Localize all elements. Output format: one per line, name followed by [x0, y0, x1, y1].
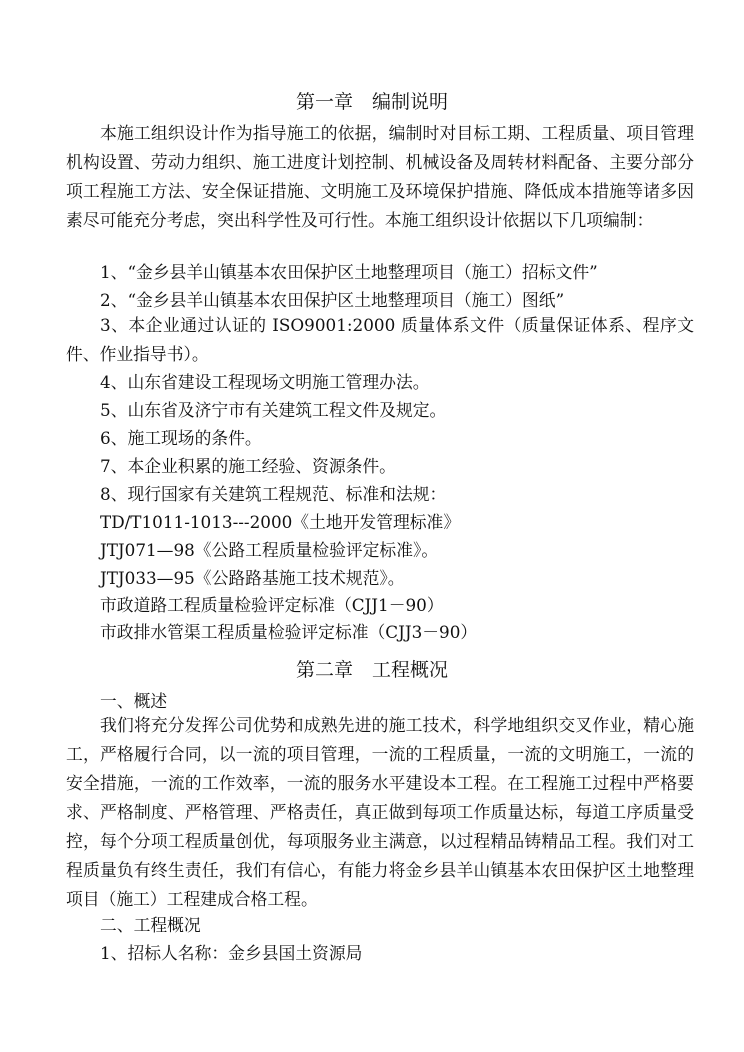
section-1-body: 我们将充分发挥公司优势和成熟先进的施工技术，科学地组织交叉作业，精心施工，严格履行合同，以一流的项目管理，一流的工程质量，一流的文明施工，一流的安全措施，一流的工作效率，一流的服务水平建设本工程。在工程施工过程中严格要求、严格制度、严格管理、严格责任，真正做到每项工作质量达标，每道工序质量受控，每个分项工程质量创优，每项服务业主满意，以过程精品铸精品工程。我们对工程质量负有终生责任，我们有信心，有能力将金乡县羊山镇基本农田保护区土地整理项目（施工）工程建成合格工程。 [66, 715, 694, 909]
reference-item-6: 6、施工现场的条件。 [100, 428, 262, 448]
chapter-1-intro-paragraph: 本施工组织设计作为指导施工的依据，编制时对目标工期、工程质量、项目管理机构设置、劳动力组织、施工进度计划控制、机械设备及周转材料配备、主要分部分项工程施工方法、安全保证措施、文明施工及环境保护措施、降低成本措施等诸多因素尽可能充分考虑，突出科学性及可行性。本施工组织设计依据以下几项编制： [66, 123, 694, 230]
standard-item-1: TD/T1011-1013---2000《土地开发管理标准》 [100, 512, 461, 532]
reference-item-2: 2、“金乡县羊山镇基本农田保护区土地整理项目（施工）图纸” [100, 290, 565, 310]
standard-item-3: JTJ033—95《公路路基施工技术规范》。 [100, 568, 405, 588]
standard-item-4: 市政道路工程质量检验评定标准（CJJ1－90） [100, 595, 444, 615]
section-2-heading: 二、工程概况 [100, 915, 201, 935]
reference-item-5: 5、山东省及济宁市有关建筑工程文件及规定。 [100, 400, 447, 420]
reference-item-4: 4、山东省建设工程现场文明施工管理办法。 [100, 372, 430, 392]
chapter-2-title: 第二章 工程概况 [295, 659, 448, 681]
chapter-1-title: 第一章 编制说明 [295, 91, 448, 113]
reference-item-8: 8、现行国家有关建筑工程规范、标准和法规： [100, 484, 447, 504]
standard-item-5: 市政排水管渠工程质量检验评定标准（CJJ3－90） [100, 622, 478, 642]
standard-item-2: JTJ071—98《公路工程质量检验评定标准》。 [100, 540, 439, 560]
reference-item-3: 3、本企业通过认证的 ISO9001:2000 质量体系文件（质量保证体系、程序文件、作业指导书）。 [66, 315, 694, 364]
section-1-heading: 一、概述 [100, 691, 168, 711]
reference-item-1: 1、“金乡县羊山镇基本农田保护区土地整理项目（施工）招标文件” [100, 262, 598, 282]
project-item-1: 1、招标人名称：金乡县国土资源局 [100, 943, 363, 963]
reference-item-7: 7、本企业积累的施工经验、资源条件。 [100, 456, 396, 476]
